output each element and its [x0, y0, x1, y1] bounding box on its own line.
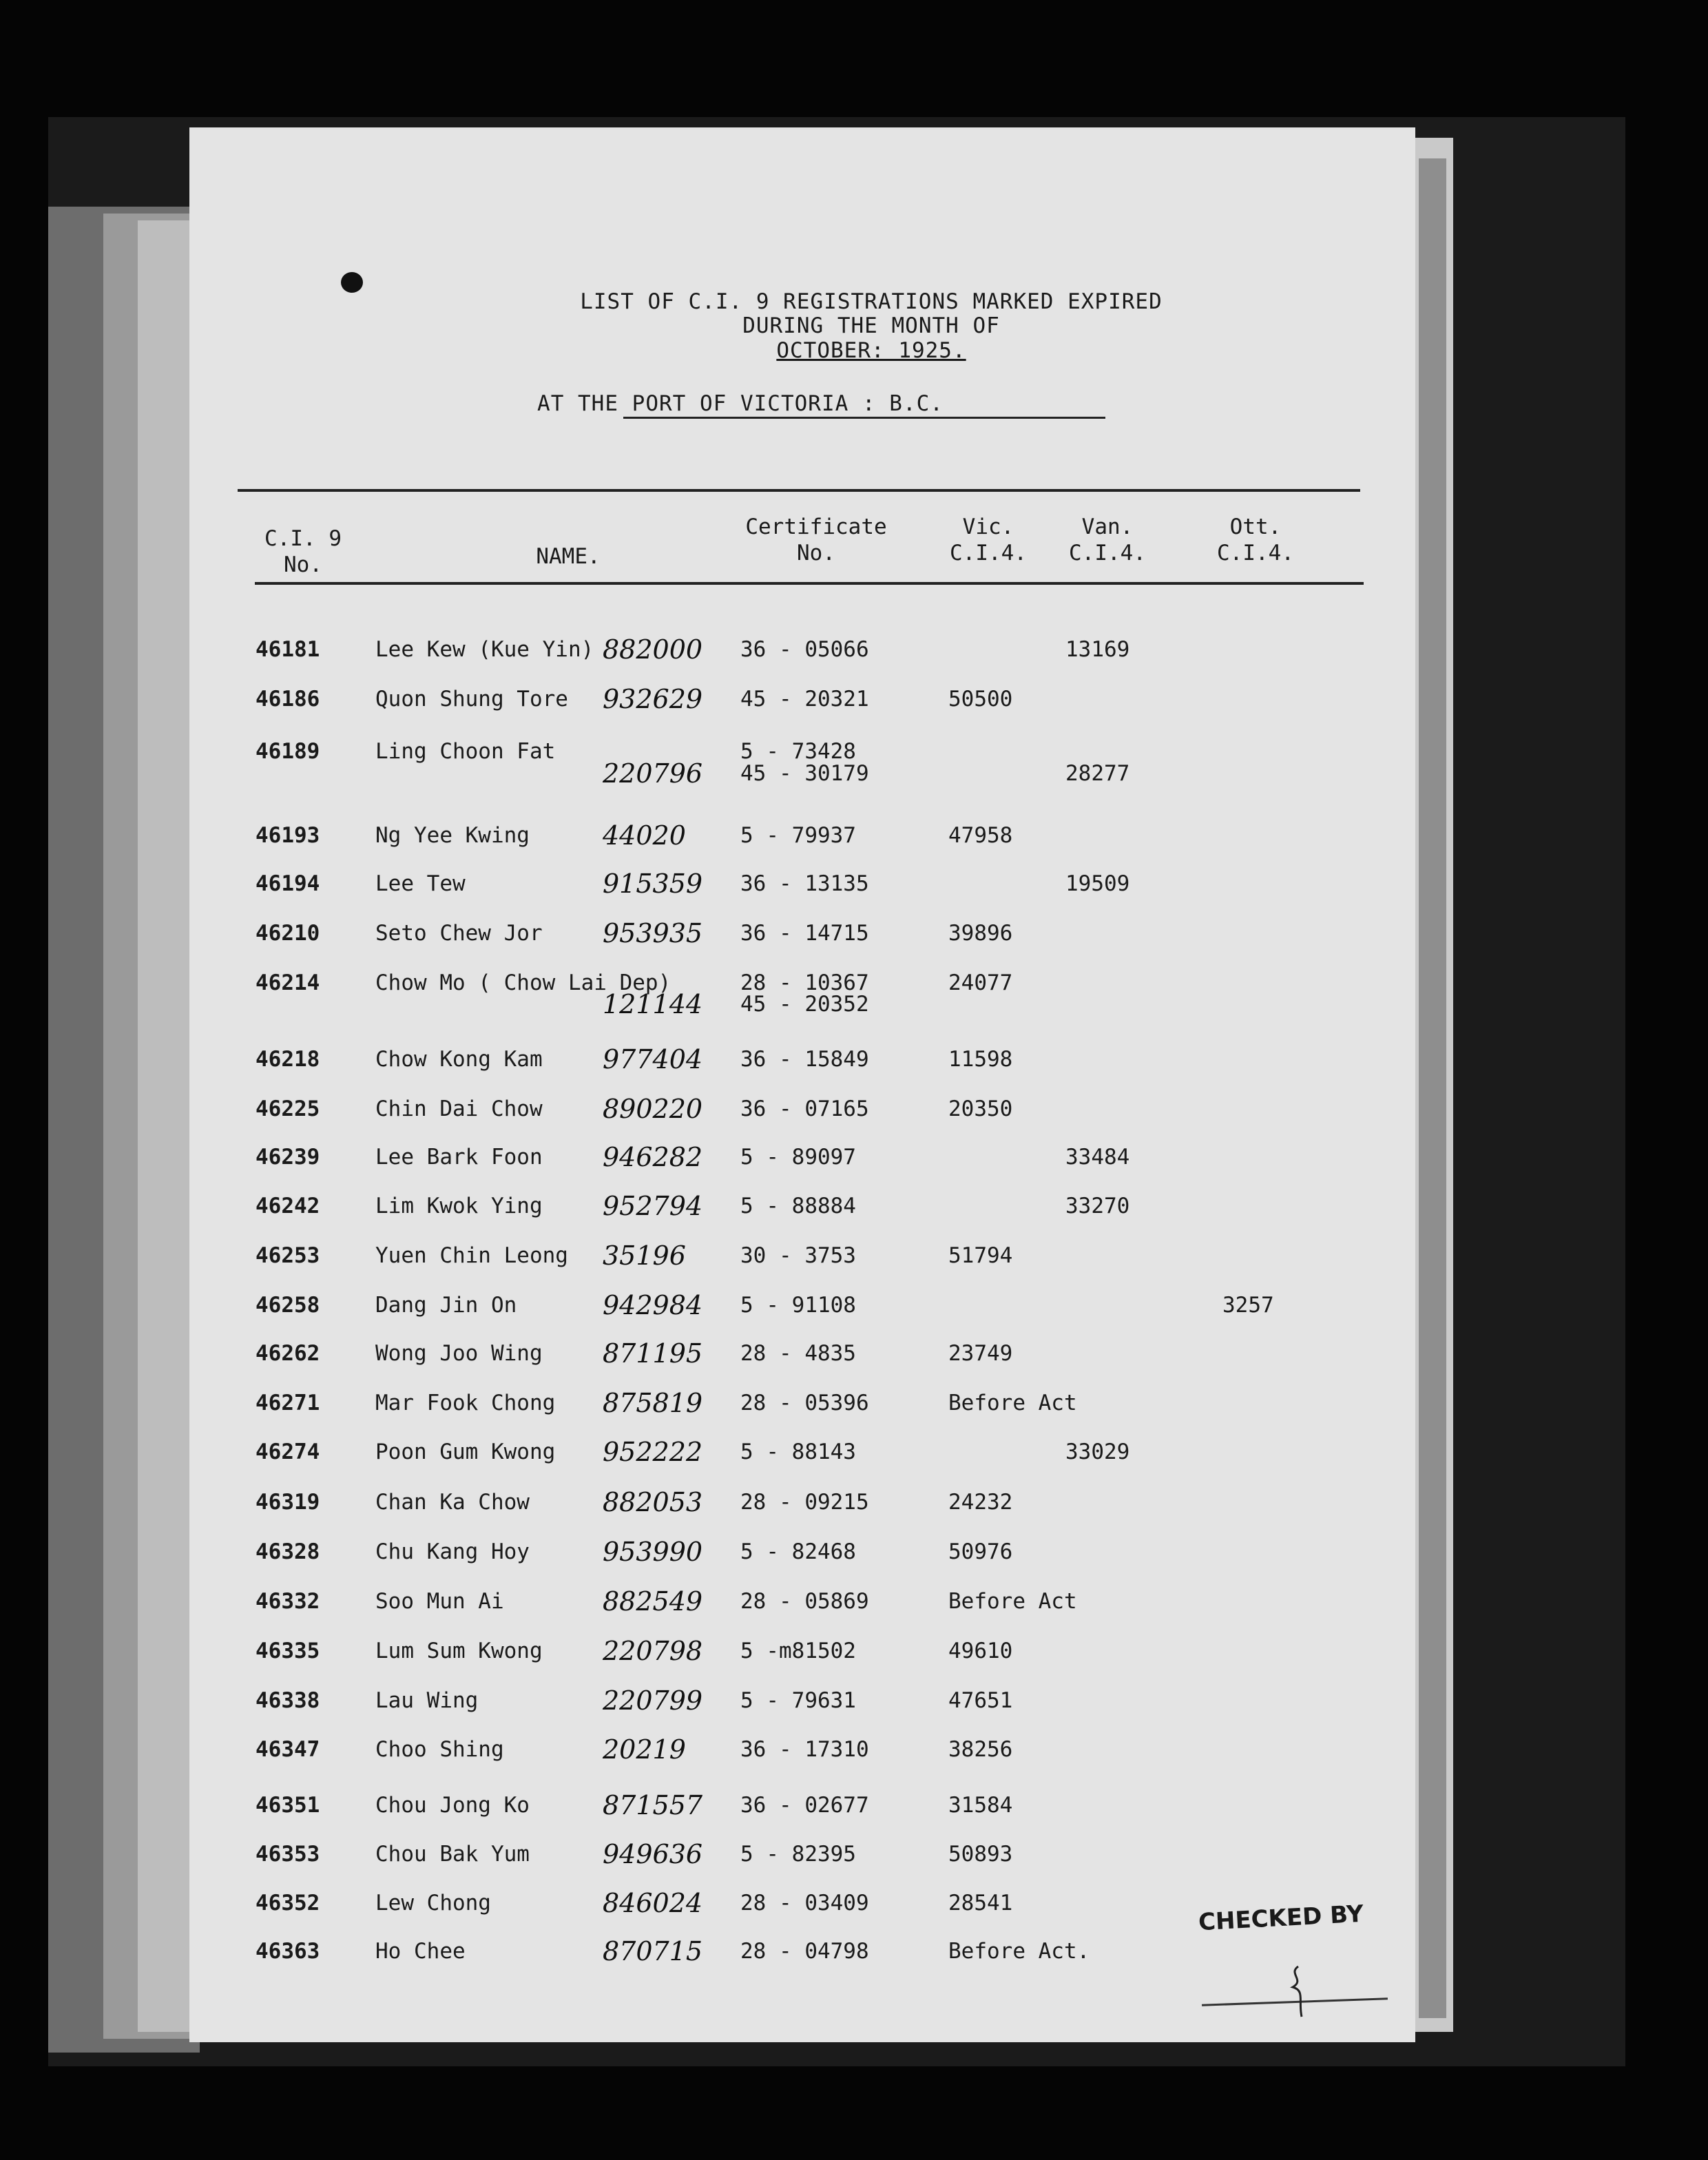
ci9-number: 46271 [256, 1391, 320, 1415]
vic-ci4: Before Act. [948, 1939, 1090, 1964]
ci9-number: 46218 [256, 1047, 320, 1072]
ci9-number: 46181 [256, 637, 320, 662]
table-row [189, 1094, 1415, 1124]
certificate-number: 5 - 82468 [740, 1539, 856, 1564]
ci9-number: 46332 [256, 1589, 320, 1614]
ci9-number: 46363 [256, 1939, 320, 1964]
ci9-number: 46353 [256, 1842, 320, 1867]
document-subtitle: DURING THE MONTH OF [742, 313, 1000, 338]
punch-hole [341, 272, 363, 293]
ci9-number: 46225 [256, 1097, 320, 1121]
handwritten-number: 942984 [603, 1290, 703, 1320]
vic-ci4: 31584 [948, 1793, 1013, 1818]
person-name: Chan Ka Chow [375, 1490, 530, 1515]
ci9-number: 46338 [256, 1688, 320, 1713]
handwritten-number: 220799 [603, 1685, 703, 1716]
handwritten-number: 882549 [603, 1586, 703, 1617]
table-row [189, 1636, 1415, 1666]
ci9-number: 46352 [256, 1891, 320, 1915]
certificate-number: 30 - 3753 [740, 1243, 856, 1268]
certificate-number: 5 - 91108 [740, 1293, 856, 1318]
certificate-number: 45 - 30179 [740, 761, 869, 786]
ci9-number: 46214 [256, 970, 320, 995]
person-name: Seto Chew Jor [375, 921, 543, 946]
checked-by-stamp: CHECKED BY [1198, 1900, 1364, 1937]
vic-ci4: 39896 [948, 921, 1013, 946]
handwritten-number: 953990 [603, 1537, 703, 1567]
person-name: Chin Dai Chow [375, 1097, 543, 1121]
certificate-number: 5 - 89097 [740, 1145, 856, 1170]
table-row [189, 758, 1415, 789]
table-row [189, 869, 1415, 899]
ci9-number: 46258 [256, 1293, 320, 1318]
vic-ci4: 47958 [948, 823, 1013, 848]
vic-ci4: 11598 [948, 1047, 1013, 1072]
vic-ci4: 51794 [948, 1243, 1013, 1268]
table-row [189, 739, 1415, 764]
handwritten-number: 915359 [603, 869, 703, 899]
person-name: Lee Kew (Kue Yin) [375, 637, 594, 662]
vic-ci4: 28541 [948, 1891, 1013, 1915]
vic-ci4: 20350 [948, 1097, 1013, 1121]
person-name: Ho Chee [375, 1939, 466, 1964]
table-row [189, 1537, 1415, 1567]
certificate-number: 36 - 13135 [740, 871, 869, 896]
ci9-number: 46189 [256, 739, 320, 764]
handwritten-number: 949636 [603, 1839, 703, 1869]
handwritten-number: 890220 [603, 1094, 703, 1124]
certificate-number: 5 - 88884 [740, 1194, 856, 1218]
handwritten-number: 882053 [603, 1487, 703, 1517]
certificate-number: 36 - 14715 [740, 921, 869, 946]
divider [255, 582, 1364, 585]
table-row [189, 1142, 1415, 1172]
person-name: Lee Tew [375, 871, 466, 896]
person-name: Quon Shung Tore [375, 687, 568, 712]
document-month: OCTOBER: 1925. [776, 338, 966, 363]
vic-ci4: Before Act [948, 1589, 1077, 1614]
header-vic: Vic. C.I.4. [950, 515, 1027, 565]
table-row [189, 1487, 1415, 1517]
page-edges [1419, 158, 1446, 2018]
table-row [189, 634, 1415, 665]
handwritten-number: 20219 [603, 1734, 686, 1765]
handwritten-number: 121144 [603, 989, 703, 1019]
ott-ci4: 3257 [1222, 1293, 1274, 1318]
ci9-number: 46262 [256, 1341, 320, 1366]
van-ci4: 19509 [1065, 871, 1130, 896]
vic-ci4: 49610 [948, 1639, 1013, 1663]
table-row [189, 1437, 1415, 1467]
van-ci4: 13169 [1065, 637, 1130, 662]
table-row [189, 1936, 1415, 1966]
handwritten-number: 932629 [603, 684, 703, 714]
person-name: Lew Chong [375, 1891, 491, 1915]
vic-ci4: 50893 [948, 1842, 1013, 1867]
ci9-number: 46242 [256, 1194, 320, 1218]
ci9-number: 46335 [256, 1639, 320, 1663]
header-name: NAME. [536, 544, 601, 569]
person-name: Lee Bark Foon [375, 1145, 543, 1170]
handwritten-number: 977404 [603, 1044, 703, 1074]
ci9-number: 46193 [256, 823, 320, 848]
header-certificate: Certificate No. [745, 515, 887, 565]
ci9-number: 46239 [256, 1145, 320, 1170]
van-ci4: 33270 [1065, 1194, 1130, 1218]
person-name: Mar Fook Chong [375, 1391, 556, 1415]
certificate-number: 28 - 05869 [740, 1589, 869, 1614]
ci9-number: 46186 [256, 687, 320, 712]
initials-signature [1284, 1963, 1312, 2018]
handwritten-number: 870715 [603, 1936, 703, 1966]
table-row [189, 1338, 1415, 1369]
van-ci4: 33029 [1065, 1440, 1130, 1464]
ci9-number: 46319 [256, 1490, 320, 1515]
divider [238, 489, 1360, 492]
certificate-number: 5 - 88143 [740, 1440, 856, 1464]
table-row [189, 989, 1415, 1019]
certificate-number: 28 - 03409 [740, 1891, 869, 1915]
ci9-number: 46253 [256, 1243, 320, 1268]
document-page [189, 127, 1415, 2042]
certificate-number: 5 - 73428 [740, 739, 856, 764]
handwritten-number: 220798 [603, 1636, 703, 1666]
person-name: Choo Shing [375, 1737, 504, 1762]
handwritten-number: 44020 [603, 820, 686, 851]
ci9-number: 46347 [256, 1737, 320, 1762]
person-name: Chow Kong Kam [375, 1047, 543, 1072]
certificate-number: 36 - 02677 [740, 1793, 869, 1818]
header-ci9: C.I. 9 No. [264, 526, 342, 577]
vic-ci4: 24077 [948, 970, 1013, 995]
person-name: Poon Gum Kwong [375, 1440, 556, 1464]
ci9-number: 46328 [256, 1539, 320, 1564]
vic-ci4: 50976 [948, 1539, 1013, 1564]
person-name: Lim Kwok Ying [375, 1194, 543, 1218]
table-row [189, 820, 1415, 851]
ci9-number: 46274 [256, 1440, 320, 1464]
certificate-number: 28 - 05396 [740, 1391, 869, 1415]
certificate-number: 36 - 07165 [740, 1097, 869, 1121]
ci9-number: 46351 [256, 1793, 320, 1818]
port-heading: AT THE PORT OF VICTORIA : B.C. [537, 391, 944, 416]
certificate-number: 36 - 17310 [740, 1737, 869, 1762]
person-name: Chou Jong Ko [375, 1793, 530, 1818]
handwritten-number: 871195 [603, 1338, 703, 1369]
handwritten-number: 952222 [603, 1437, 703, 1467]
certificate-number: 45 - 20321 [740, 687, 869, 712]
van-ci4: 28277 [1065, 761, 1130, 786]
handwritten-number: 875819 [603, 1388, 703, 1418]
table-row [189, 1290, 1415, 1320]
person-name: Chu Kang Hoy [375, 1539, 530, 1564]
certificate-number: 28 - 04798 [740, 1939, 869, 1964]
certificate-number: 28 - 09215 [740, 1490, 869, 1515]
table-row [189, 1586, 1415, 1617]
handwritten-number: 946282 [603, 1142, 703, 1172]
table-row [189, 1790, 1415, 1820]
person-name: Chow Mo ( Chow Lai Dep) [375, 970, 671, 995]
person-name: Soo Mun Ai [375, 1589, 504, 1614]
vic-ci4: 24232 [948, 1490, 1013, 1515]
handwritten-number: 871557 [603, 1790, 703, 1820]
person-name: Ling Choon Fat [375, 739, 556, 764]
table-row [189, 1044, 1415, 1074]
person-name: Chou Bak Yum [375, 1842, 530, 1867]
handwritten-number: 882000 [603, 634, 703, 665]
divider [623, 417, 1105, 419]
van-ci4: 33484 [1065, 1145, 1130, 1170]
person-name: Dang Jin On [375, 1293, 517, 1318]
person-name: Ng Yee Kwing [375, 823, 530, 848]
person-name: Lum Sum Kwong [375, 1639, 543, 1663]
header-van: Van. C.I.4. [1069, 515, 1146, 565]
certificate-number: 36 - 05066 [740, 637, 869, 662]
person-name: Yuen Chin Leong [375, 1243, 568, 1268]
person-name: Lau Wing [375, 1688, 479, 1713]
certificate-number: 36 - 15849 [740, 1047, 869, 1072]
table-row [189, 1839, 1415, 1869]
certificate-number: 28 - 4835 [740, 1341, 856, 1366]
handwritten-number: 952794 [603, 1191, 703, 1221]
document-title: LIST OF C.I. 9 REGISTRATIONS MARKED EXPIRED [580, 289, 1163, 314]
ci9-number: 46210 [256, 921, 320, 946]
vic-ci4: 47651 [948, 1688, 1013, 1713]
person-name: Wong Joo Wing [375, 1341, 543, 1366]
certificate-number: 5 -m81502 [740, 1639, 856, 1663]
handwritten-number: 35196 [603, 1240, 686, 1271]
table-row [189, 1388, 1415, 1418]
table-row [189, 918, 1415, 948]
table-row [189, 1685, 1415, 1716]
table-row [189, 1240, 1415, 1271]
table-row [189, 1734, 1415, 1765]
vic-ci4: Before Act [948, 1391, 1077, 1415]
vic-ci4: 38256 [948, 1737, 1013, 1762]
handwritten-number: 953935 [603, 918, 703, 948]
vic-ci4: 50500 [948, 687, 1013, 712]
certificate-number: 5 - 79631 [740, 1688, 856, 1713]
handwritten-number: 846024 [603, 1888, 703, 1918]
vic-ci4: 23749 [948, 1341, 1013, 1366]
handwritten-number: 220796 [603, 758, 703, 789]
certificate-number: 5 - 82395 [740, 1842, 856, 1867]
ci9-number: 46194 [256, 871, 320, 896]
header-ott: Ott. C.I.4. [1217, 515, 1294, 565]
table-row [189, 684, 1415, 714]
table-row [189, 1191, 1415, 1221]
certificate-number: 28 - 10367 [740, 970, 869, 995]
certificate-number: 45 - 20352 [740, 992, 869, 1017]
certificate-number: 5 - 79937 [740, 823, 856, 848]
